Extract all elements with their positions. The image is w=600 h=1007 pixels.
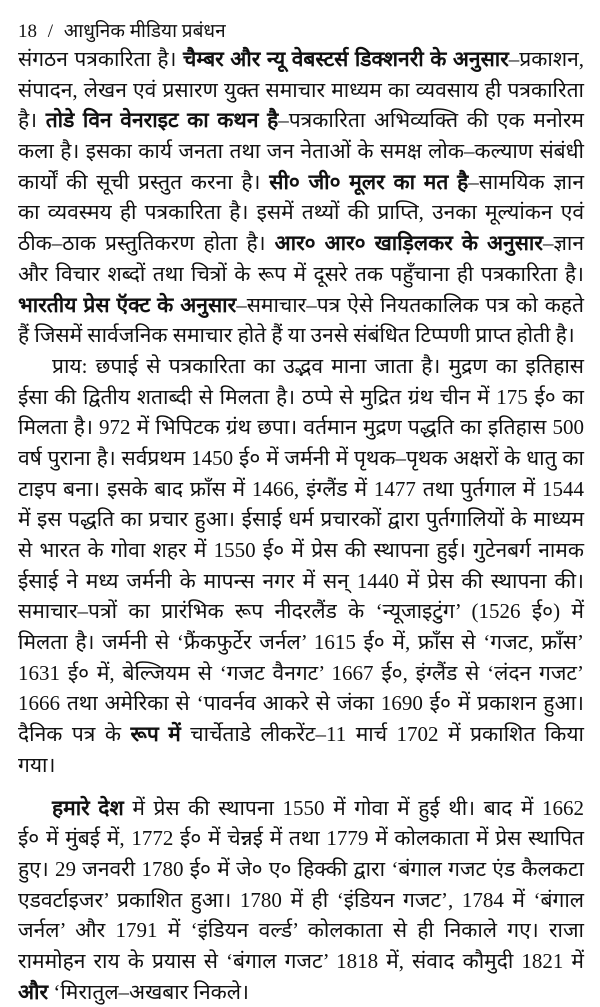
text-run: दैनिक पत्र के [18, 722, 131, 746]
text-line [18, 197, 584, 228]
text-run: में प्रेस की स्थापना 1550 में गोवा में हुई थी। बाद में 1662 [124, 796, 584, 820]
text-run: ईसा की द्वितीय शताब्दी से मिलता है। ठप्पे से मुद्रित ग्रंथ चीन में 175 ई० का [18, 385, 584, 409]
text-run: –ज्ञान [543, 231, 584, 255]
text-line [18, 136, 584, 167]
text-line [18, 688, 584, 719]
bold-text: तोडे विन वेनराइट का कथन है [46, 108, 279, 132]
text-line [18, 946, 584, 977]
bold-text: भारतीय प्रेस ऍक्ट के अनुसार [18, 293, 236, 317]
text-line [18, 823, 584, 854]
paragraph-gap [18, 781, 584, 793]
text-run: जर्नल’ और 1791 में ‘इंडियन वर्ल्ड’ कोलकाता से ही निकाले गए। राजा [18, 918, 584, 942]
text-run: मिलता है। जर्मनी से ‘फ्रैंकफुर्टेर जर्नल’ 1615 ई० में, फ्राँस से ‘गजट, फ्राँस’ [18, 630, 584, 654]
text-run: से भारत के गोवा शहर में 1550 ई० में प्रेस की स्थापना हुई। गुटेनबर्ग नामक [18, 538, 584, 562]
text-run: ठीक–ठाक प्रस्तुतिकरण होता है। [18, 231, 275, 255]
page-number: 18 [18, 21, 37, 42]
text-line [18, 750, 584, 781]
text-line [18, 627, 584, 658]
text-run: गया। [18, 753, 55, 777]
text-line [18, 382, 584, 413]
text-line [18, 658, 584, 689]
text-line [18, 290, 584, 321]
text-line [18, 977, 584, 1007]
text-line [18, 474, 584, 505]
text-line [18, 915, 584, 946]
text-line [18, 259, 584, 290]
text-line [18, 228, 584, 259]
running-header [18, 20, 226, 44]
text-line [18, 566, 584, 597]
text-line [18, 167, 584, 198]
text-run: संपादन, लेखन एवं प्रसारण युक्त समाचार माध्यम का व्यवसाय ही पत्रकारिता [18, 78, 584, 102]
bold-text: हमारे देश [52, 796, 124, 820]
text-line [18, 351, 584, 382]
bold-text: चैम्बर और न्यू वेबस्टर्स डिक्शनरी के अनुसार [183, 47, 509, 71]
text-run: हैं जिसमें सार्वजनिक समाचार होते हैं या उनसे संबंधित टिप्पणी प्राप्त होती है। [18, 323, 575, 347]
text-line [18, 320, 584, 351]
text-run: –पत्रकारिता अभिव्यक्ति की एक मनोरम [278, 108, 584, 132]
text-line [18, 719, 584, 750]
bold-text: आर० आर० खाड़िलकर के अनुसार [275, 231, 543, 255]
page-body [18, 44, 584, 1007]
text-line [18, 443, 584, 474]
text-line [18, 535, 584, 566]
text-line [18, 596, 584, 627]
text-run: मिलता है। 972 में भिपिटक ग्रंथ छपा। वर्तमान मुद्रण पद्धति का इतिहास 500 [18, 415, 584, 439]
text-run: वर्ष पुराना है। सर्वप्रथम 1450 ई० में जर्मनी में पृथक–पृथक अक्षरों के धातु का [18, 446, 584, 470]
text-run: ‘मिरातुल–अखबार निकले। [48, 980, 249, 1004]
text-run: –समाचार–पत्र ऐसे नियतकालिक पत्र को कहते [236, 293, 584, 317]
book-title: आधुनिक मीडिया प्रबंधन [64, 21, 226, 42]
text-run: 1631 ई० में, बेल्जियम से ‘गजट वैनगट’ 1667 ई०, इंग्लैंड से ‘लंदन गजट’ [18, 661, 584, 685]
text-run: का व्यवस्मय ही पत्रकारिता है। इसमें तथ्यों की प्राप्ति, उनका मूल्यांकन एवं [18, 200, 584, 224]
text-run: और विचार शब्दों तथा चित्रों के रूप में दूसरे तक पहुँचाना ही पत्रकारिता है। [18, 262, 584, 286]
header-separator: / [48, 21, 53, 42]
text-run: 1666 तथा अमेरिका से ‘पावर्नव आकरे से जंका 1690 ई० में प्रकाशन हुआ। [18, 691, 584, 715]
text-line [18, 885, 584, 916]
text-line [18, 75, 584, 106]
text-run: कार्यों की सूची प्रस्तुत करना है। [18, 170, 269, 194]
text-run: एडवर्टाइजर’ प्रकाशित हुआ। 1780 में ही ‘इंडियन गजट’, 1784 में ‘बंगाल [18, 888, 584, 912]
text-line [18, 854, 584, 885]
text-line [18, 105, 584, 136]
text-run: कला है। इसका कार्य जनता तथा जन नेताओं के समक्ष लोक–कल्याण संबंधी [18, 139, 584, 163]
text-run: –प्रकाशन, [509, 47, 584, 71]
text-line [18, 504, 584, 535]
paragraph [18, 793, 584, 1007]
text-line [18, 793, 584, 824]
text-run: हुए। 29 जनवरी 1780 ई० में जे० ए० हिक्की द्वारा ‘बंगाल गजट एंड कैलकटा [18, 857, 584, 881]
text-run: ईसाई ने मध्य जर्मनी के मापन्स नगर में सन् 1440 में प्रेस की स्थापना की। [18, 569, 584, 593]
text-run: –सामयिक ज्ञान [468, 170, 584, 194]
text-line [18, 44, 584, 75]
text-run: समाचार–पत्रों का प्रारंभिक रूप नीदरलैंड के ‘न्यूजाइटुंग’ (1526 ई०) में [18, 599, 584, 623]
paragraph [18, 44, 584, 351]
bold-text: और [18, 980, 48, 1004]
text-run: राममोहन राय के प्रयास से ‘बंगाल गजट’ 1818 में, संवाद कौमुदी 1821 में [18, 949, 584, 973]
text-run: चार्चेताडे लीकरेंट–11 मार्च 1702 में प्रकाशित किया [181, 722, 584, 746]
text-run: प्राय: छपाई से पत्रकारिता का उद्भव माना जाता है। मुद्रण का इतिहास [52, 354, 584, 378]
bold-text: रूप में [131, 722, 181, 746]
bold-text: सी० जी० मूलर का मत है [269, 170, 468, 194]
paragraph [18, 351, 584, 781]
text-run: में इस पद्धति का प्रचार हुआ। ईसाई धर्म प्रचारकों द्वारा पुर्तगालियों के माध्यम [18, 507, 584, 531]
text-run: संगठन पत्रकारिता है। [18, 47, 183, 71]
text-run: ई० में मुंबई में, 1772 ई० में चेन्नई में तथा 1779 में कोलकाता में प्रेस स्थापित [18, 826, 584, 850]
text-line [18, 412, 584, 443]
text-run: टाइप बना। इसके बाद फ्राँस में 1466, इंग्लैंड में 1477 तथा पुर्तगाल में 1544 [18, 477, 584, 501]
text-run: है। [18, 108, 46, 132]
